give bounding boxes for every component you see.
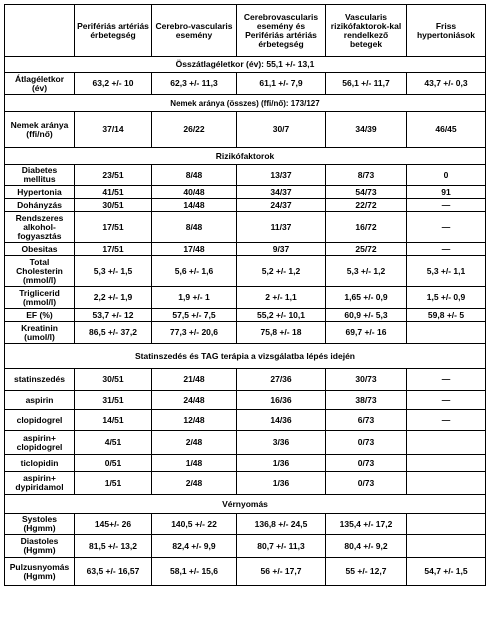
header-row: [5, 5, 486, 57]
row-label: Total Cholesterin (mmol/l): [5, 256, 75, 287]
table-cell: 16/72: [326, 212, 407, 243]
row-label: aspirin: [5, 391, 75, 410]
table-cell: 77,3 +/- 20,6: [152, 322, 237, 344]
row-label: Nemek aránya (ffi/nő): [5, 112, 75, 148]
table-cell: 11/37: [237, 212, 326, 243]
table-cell: 30/73: [326, 369, 407, 391]
table-cell: 6/73: [326, 410, 407, 431]
table-cell: 5,2 +/- 1,2: [237, 256, 326, 287]
table-cell: 30/51: [75, 199, 152, 212]
table-cell: [407, 514, 486, 535]
table-row: [5, 256, 486, 287]
section-title: Összátlagéletkor (év): 55,1 +/- 13,1: [5, 57, 486, 73]
table-cell: 17/48: [152, 243, 237, 256]
table-row: [5, 431, 486, 455]
table-cell: 43,7 +/- 0,3: [407, 73, 486, 95]
table-cell: 13/37: [237, 165, 326, 186]
table-row: [5, 322, 486, 344]
table-cell: 63,5 +/- 16,57: [75, 558, 152, 586]
table-cell: 58,1 +/- 15,6: [152, 558, 237, 586]
table-cell: 14/48: [152, 199, 237, 212]
header-cell-peripheral: Perifériás artériás érbetegség: [75, 5, 152, 57]
table-cell: 81,5 +/- 13,2: [75, 535, 152, 558]
table-cell: 9/37: [237, 243, 326, 256]
row-label: ticlopidin: [5, 455, 75, 472]
table-cell: 14/51: [75, 410, 152, 431]
table-cell: 26/22: [152, 112, 237, 148]
table-cell: 1,5 +/- 0,9: [407, 287, 486, 309]
table-cell: 55,2 +/- 10,1: [237, 309, 326, 322]
section-title: Vérnyomás: [5, 495, 486, 514]
data-table-container: [4, 4, 485, 586]
table-row: [5, 73, 486, 95]
table-cell: —: [407, 243, 486, 256]
table-cell: 1,65 +/- 0,9: [326, 287, 407, 309]
row-label: Pulzusnyomás (Hgmm): [5, 558, 75, 586]
table-cell: 21/48: [152, 369, 237, 391]
row-label: Átlagéletkor (év): [5, 73, 75, 95]
row-label: statinszedés: [5, 369, 75, 391]
table-cell: —: [407, 410, 486, 431]
row-label: Obesitas: [5, 243, 75, 256]
table-row: [5, 410, 486, 431]
table-row: [5, 558, 486, 586]
table-cell: [407, 535, 486, 558]
table-cell: 1/36: [237, 455, 326, 472]
table-cell: —: [407, 369, 486, 391]
section-header-row: [5, 57, 486, 73]
section-header-row: [5, 95, 486, 112]
table-cell: 23/51: [75, 165, 152, 186]
header-cell-cerebrovascular: Cerebro-vascularis esemény: [152, 5, 237, 57]
table-cell: 24/37: [237, 199, 326, 212]
table-cell: 0/73: [326, 431, 407, 455]
table-cell: 5,6 +/- 1,6: [152, 256, 237, 287]
table-cell: 1/51: [75, 472, 152, 495]
table-cell: 56,1 +/- 11,7: [326, 73, 407, 95]
table-cell: 30/51: [75, 369, 152, 391]
table-cell: 8/48: [152, 165, 237, 186]
table-cell: 75,8 +/- 18: [237, 322, 326, 344]
table-cell: 5,3 +/- 1,1: [407, 256, 486, 287]
table-row: [5, 309, 486, 322]
table-cell: 86,5 +/- 37,2: [75, 322, 152, 344]
section-header-row: [5, 148, 486, 165]
table-cell: 59,8 +/- 5: [407, 309, 486, 322]
table-cell: 69,7 +/- 16: [326, 322, 407, 344]
table-row: [5, 186, 486, 199]
table-cell: 17/51: [75, 212, 152, 243]
table-row: [5, 535, 486, 558]
table-cell: 25/72: [326, 243, 407, 256]
table-cell: 80,7 +/- 11,3: [237, 535, 326, 558]
table-cell: [407, 322, 486, 344]
row-label: Diabetes mellitus: [5, 165, 75, 186]
table-cell: 5,3 +/- 1,2: [326, 256, 407, 287]
section-title: Rizikófaktorok: [5, 148, 486, 165]
table-cell: 16/36: [237, 391, 326, 410]
table-cell: [407, 431, 486, 455]
table-cell: 63,2 +/- 10: [75, 73, 152, 95]
table-cell: 0/73: [326, 455, 407, 472]
table-row: [5, 514, 486, 535]
row-label: Triglicerid (mmol/l): [5, 287, 75, 309]
table-cell: 54,7 +/- 1,5: [407, 558, 486, 586]
row-label: Systoles (Hgmm): [5, 514, 75, 535]
table-cell: 5,3 +/- 1,5: [75, 256, 152, 287]
table-row: [5, 369, 486, 391]
row-label: Kreatinin (umol/l): [5, 322, 75, 344]
table-cell: 2/48: [152, 431, 237, 455]
section-header-row: [5, 344, 486, 369]
table-cell: 2/48: [152, 472, 237, 495]
table-cell: 14/36: [237, 410, 326, 431]
section-header-row: [5, 495, 486, 514]
table-cell: 41/51: [75, 186, 152, 199]
header-cell-empty: [5, 5, 75, 57]
table-cell: 4/51: [75, 431, 152, 455]
table-cell: 61,1 +/- 7,9: [237, 73, 326, 95]
table-cell: [407, 472, 486, 495]
table-cell: —: [407, 391, 486, 410]
table-cell: 8/48: [152, 212, 237, 243]
row-label: EF (%): [5, 309, 75, 322]
table-cell: 62,3 +/- 11,3: [152, 73, 237, 95]
table-cell: 3/36: [237, 431, 326, 455]
table-cell: [407, 455, 486, 472]
header-cell-new-hypertension: Friss hypertoniások: [407, 5, 486, 57]
row-label: aspirin+ clopidogrel: [5, 431, 75, 455]
table-cell: 34/39: [326, 112, 407, 148]
table-cell: 0/51: [75, 455, 152, 472]
table-cell: 30/7: [237, 112, 326, 148]
table-cell: 17/51: [75, 243, 152, 256]
header-cell-combined: Cerebrovascularis esemény és Perifériás artériás érbetegség: [237, 5, 326, 57]
table-cell: 31/51: [75, 391, 152, 410]
table-cell: 145+/- 26: [75, 514, 152, 535]
table-cell: 1/36: [237, 472, 326, 495]
table-cell: 12/48: [152, 410, 237, 431]
table-cell: 8/73: [326, 165, 407, 186]
table-cell: 54/73: [326, 186, 407, 199]
table-row: [5, 455, 486, 472]
table-cell: 55 +/- 12,7: [326, 558, 407, 586]
header-cell-risk-factors: Vascularis rizikófaktorok-kal rendelkező betegek: [326, 5, 407, 57]
table-row: [5, 112, 486, 148]
table-row: [5, 287, 486, 309]
row-label: aspirin+ dypiridamol: [5, 472, 75, 495]
table-cell: 140,5 +/- 22: [152, 514, 237, 535]
table-cell: 60,9 +/- 5,3: [326, 309, 407, 322]
table-cell: 46/45: [407, 112, 486, 148]
table-cell: 135,4 +/- 17,2: [326, 514, 407, 535]
table-cell: 40/48: [152, 186, 237, 199]
table-cell: 56 +/- 17,7: [237, 558, 326, 586]
table-row: [5, 165, 486, 186]
row-label: Diastoles (Hgmm): [5, 535, 75, 558]
table-row: [5, 199, 486, 212]
row-label: Dohányzás: [5, 199, 75, 212]
table-cell: 1/48: [152, 455, 237, 472]
table-cell: 34/37: [237, 186, 326, 199]
table-row: [5, 472, 486, 495]
section-title: Statinszedés és TAG terápia a vizsgálatba lépés idején: [5, 344, 486, 369]
table-cell: 2 +/- 1,1: [237, 287, 326, 309]
table-cell: —: [407, 199, 486, 212]
table-cell: 38/73: [326, 391, 407, 410]
clinical-data-table: [4, 4, 486, 586]
row-label: clopidogrel: [5, 410, 75, 431]
table-cell: 24/48: [152, 391, 237, 410]
table-cell: 22/72: [326, 199, 407, 212]
row-label: Hypertonia: [5, 186, 75, 199]
table-row: [5, 243, 486, 256]
table-cell: 80,4 +/- 9,2: [326, 535, 407, 558]
table-cell: 0: [407, 165, 486, 186]
table-cell: 27/36: [237, 369, 326, 391]
table-row: [5, 391, 486, 410]
table-cell: 57,5 +/- 7,5: [152, 309, 237, 322]
table-cell: 0/73: [326, 472, 407, 495]
section-title: Nemek aránya (összes) (ffi/nő): 173/127: [5, 95, 486, 112]
table-cell: 1,9 +/- 1: [152, 287, 237, 309]
table-cell: 2,2 +/- 1,9: [75, 287, 152, 309]
table-cell: 91: [407, 186, 486, 199]
table-cell: —: [407, 212, 486, 243]
table-cell: 136,8 +/- 24,5: [237, 514, 326, 535]
row-label: Rendszeres alkohol-fogyasztás: [5, 212, 75, 243]
table-body: [5, 57, 486, 586]
table-row: [5, 212, 486, 243]
table-cell: 37/14: [75, 112, 152, 148]
table-cell: 53,7 +/- 12: [75, 309, 152, 322]
table-cell: 82,4 +/- 9,9: [152, 535, 237, 558]
